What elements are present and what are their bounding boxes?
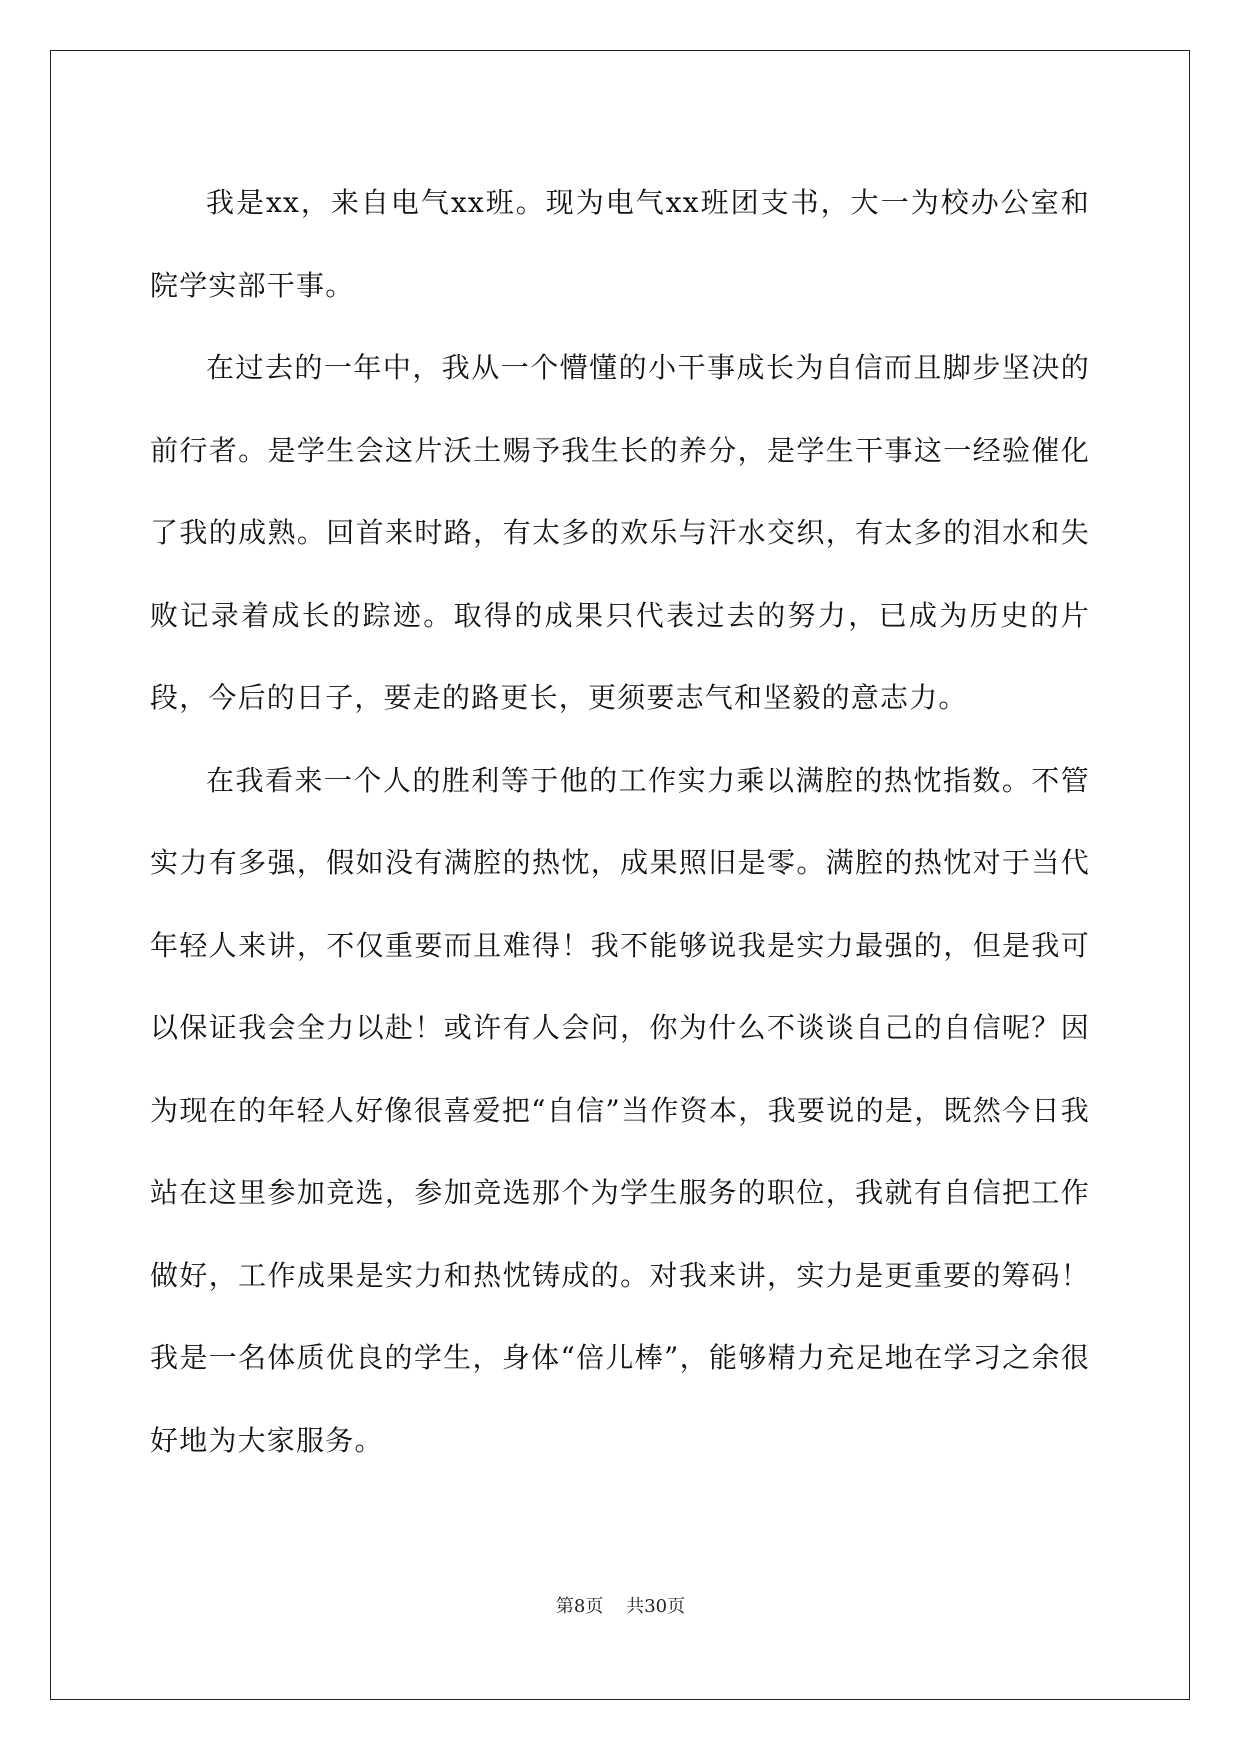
document-body	[150, 162, 1090, 1482]
page-number-footer: 第8页 共30页	[555, 1596, 686, 1617]
paragraph-enthusiasm: 在我看来一个人的胜利等于他的工作实力乘以满腔的热忱指数。不管实力有多强，假如没有满腔的热忱，成果照旧是零。满腔的热忱对于当代年轻人来讲，不仅重要而且难得！我不能够说我是实力最强的，但是我可以保证我会全力以赴！或许有人会问，你为什么不谈谈自己的自信呢？因为现在的年轻人好像很喜爱把“自信”当作资本，我要说的是，既然今日我站在这里参加竞选，参加竞选那个为学生服务的职位，我就有自信把工作做好，工作成果是实力和热忱铸成的。对我来讲，实力是更重要的筹码！我是一名体质优良的学生，身体“倍儿棒”，能够精力充足地在学习之余很好地为大家服务。	[150, 763, 1090, 1457]
paragraph-introduction: 我是xx，来自电气xx班。现为电气xx班团支书，大一为校办公室和院学实部干事。	[150, 186, 1090, 302]
paragraph-past-year: 在过去的一年中，我从一个懵懂的小干事成长为自信而且脚步坚决的前行者。是学生会这片沃土赐予我生长的养分，是学生干事这一经验催化了我的成熟。回首来时路，有太多的欢乐与汗水交织，有太多的泪水和失败记录着成长的踪迹。取得的成果只代表过去的努力，已成为历史的片段，今后的日子，要走的路更长，更须要志气和坚毅的意志力。	[150, 351, 1090, 714]
